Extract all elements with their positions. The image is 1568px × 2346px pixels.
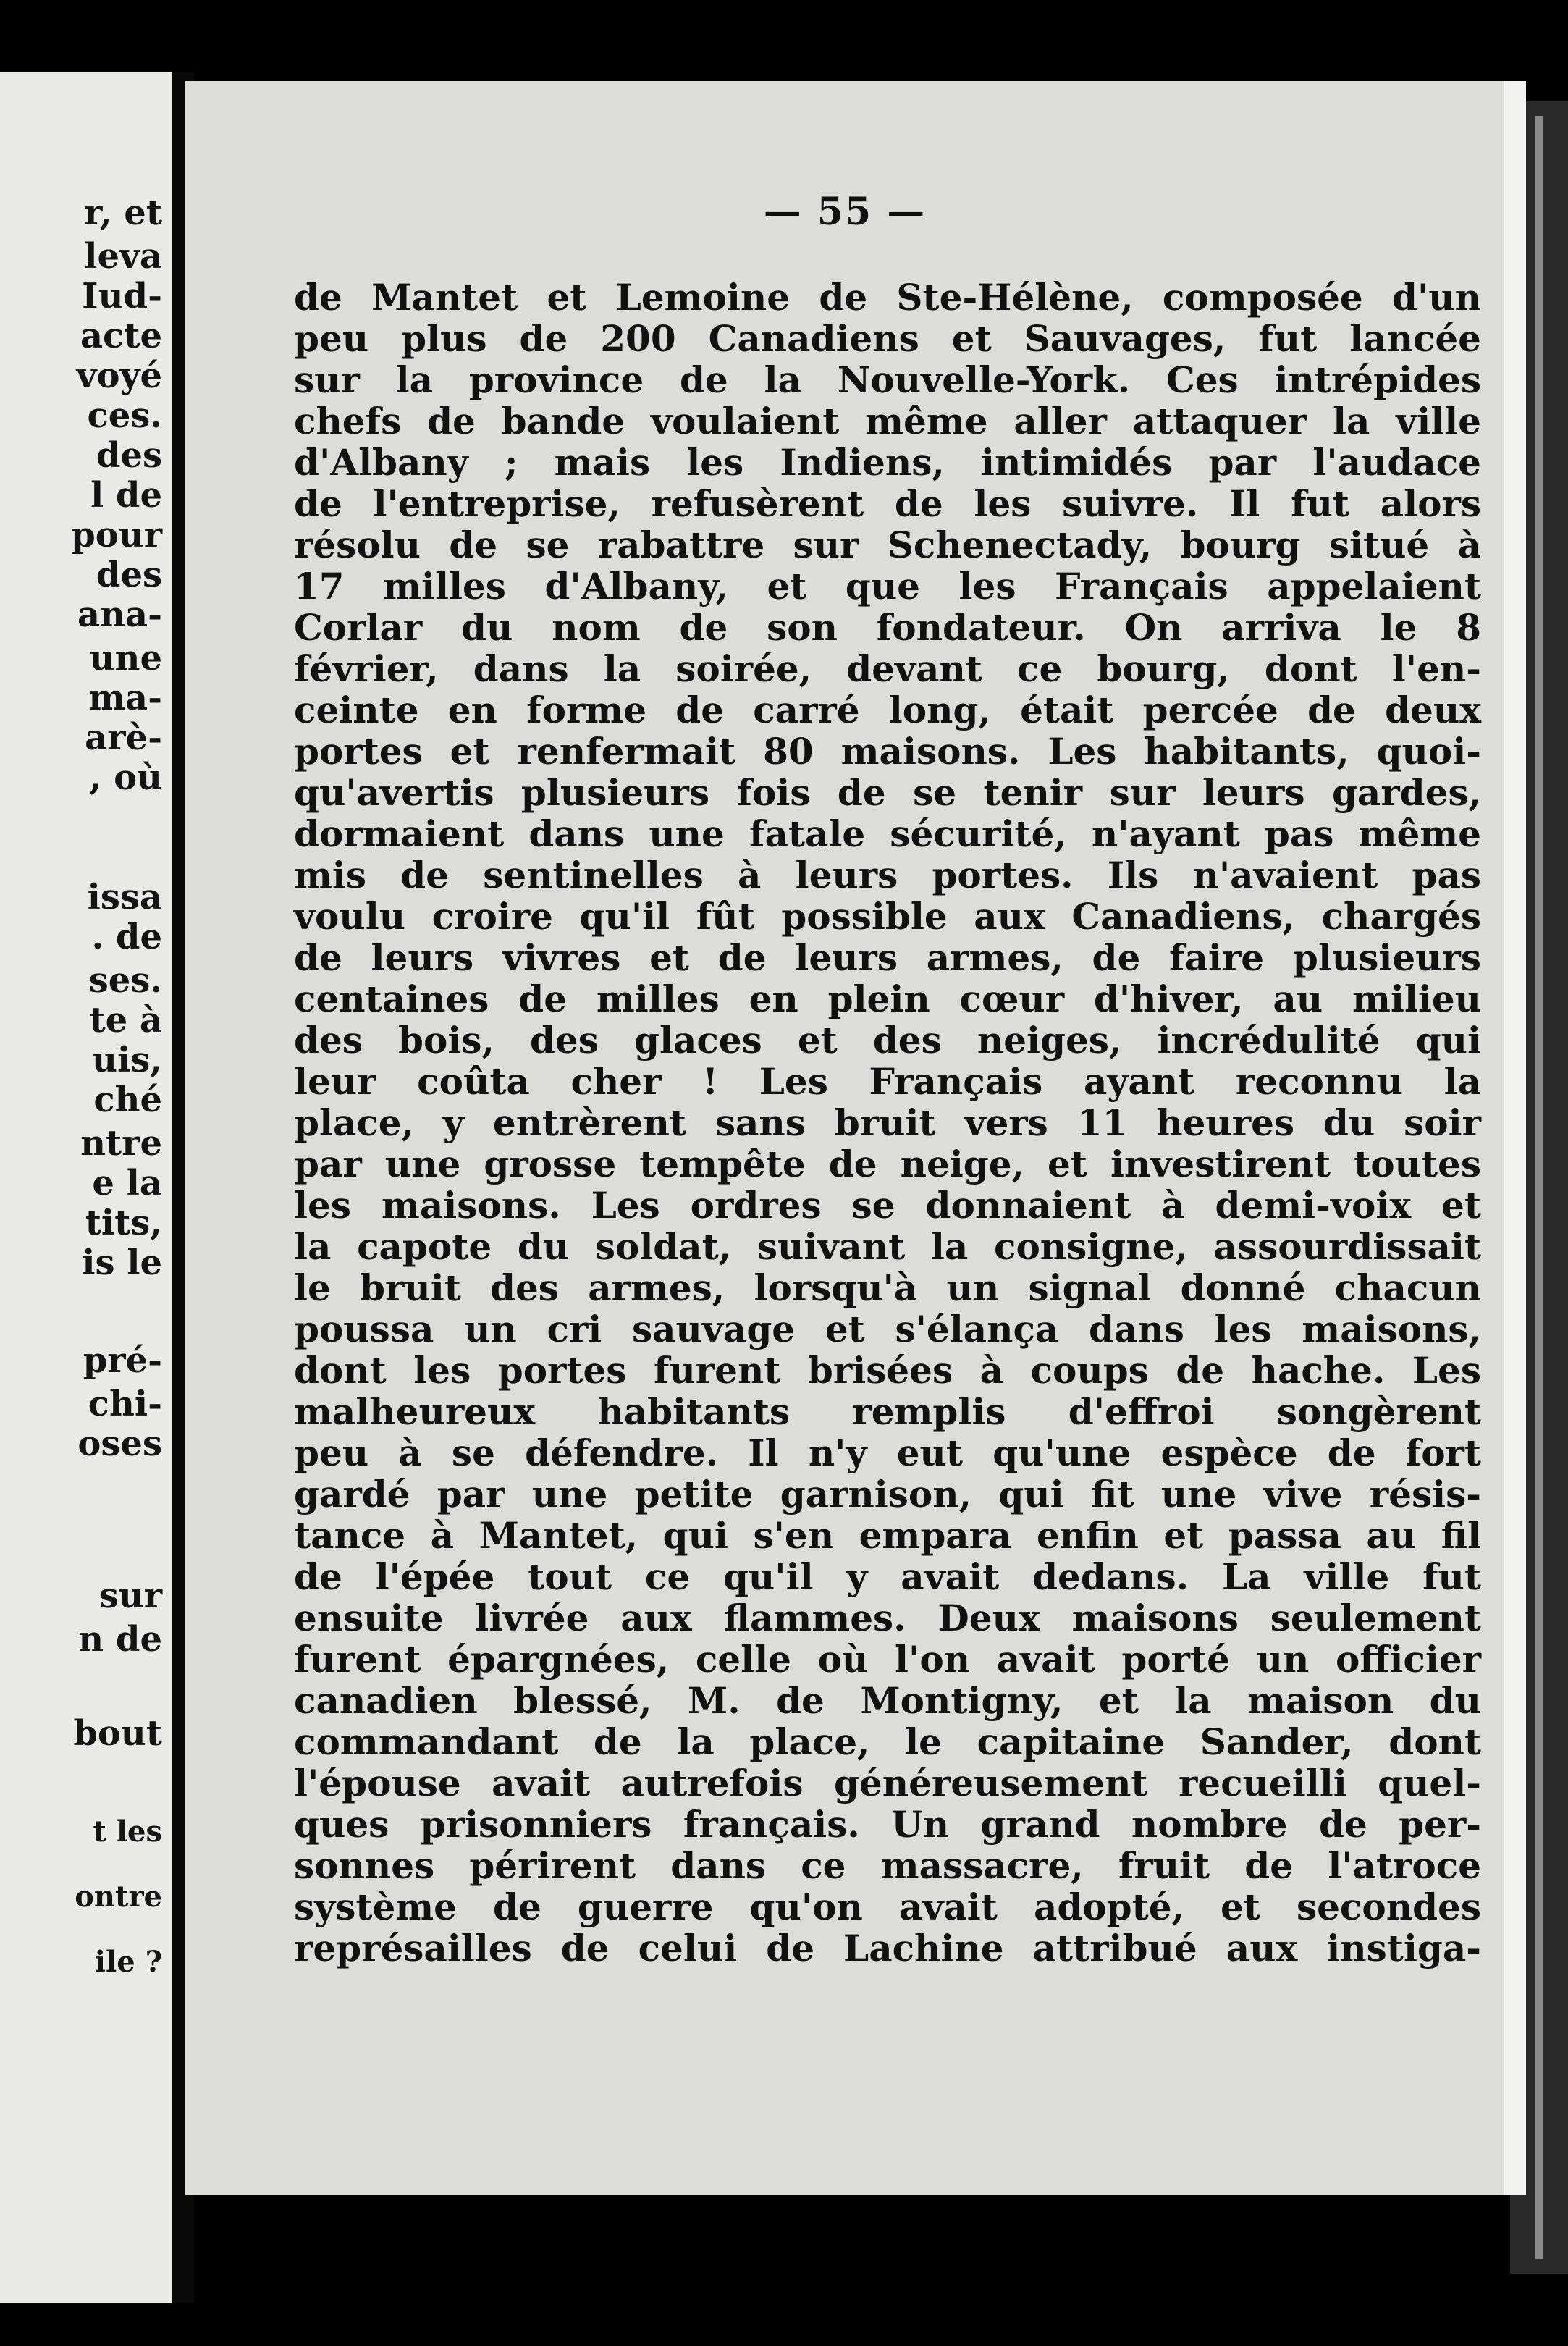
text-line: de l'épée tout ce qu'il y avait dedans. La ville fut	[294, 1555, 1481, 1598]
text-line: place, y entrèrent sans bruit vers 11 heures du soir	[294, 1101, 1481, 1144]
text-line: le bruit des armes, lorsqu'à un signal donné chacun	[294, 1266, 1481, 1309]
text-line: chefs de bande voulaient même aller attaquer la ville	[294, 400, 1481, 442]
body-text	[294, 277, 1481, 1969]
text-line: ques prisonniers français. Un grand nombre de per-	[294, 1803, 1481, 1846]
text-line: qu'avertis plusieurs fois de se tenir sur leurs gardes,	[294, 771, 1481, 814]
text-line: de Mantet et Lemoine de Ste-Hélène, composée d'un	[294, 276, 1481, 319]
text-line: 17 milles d'Albany, et que les Français appelaient	[294, 565, 1481, 607]
left-page-fragment: te à	[89, 1000, 162, 1040]
text-line: commandant de la place, le capitaine Sander, dont	[294, 1720, 1481, 1763]
text-line: l'épouse avait autrefois généreusement recueilli quel-	[294, 1762, 1481, 1804]
text-line: peu à se défendre. Il n'y eut qu'une espèce de fort	[294, 1431, 1481, 1474]
text-line: furent épargnées, celle où l'on avait porté un officier	[294, 1638, 1481, 1681]
left-page-fragment: bout	[73, 1713, 162, 1754]
left-page-fragment: n de	[78, 1619, 162, 1660]
left-page-fragment: ché	[93, 1080, 162, 1120]
left-page-fragment: des	[96, 555, 162, 595]
left-page-fragment: issa	[87, 877, 162, 917]
left-page-fragment: des	[96, 435, 162, 476]
left-page-fragment: t les	[93, 1815, 162, 1849]
left-page-fragment: tits,	[85, 1203, 162, 1243]
text-line: poussa un cri sauvage et s'élança dans les maisons,	[294, 1308, 1481, 1350]
page-number: — 55 —	[763, 190, 927, 234]
text-line: canadien blessé, M. de Montigny, et la maison du	[294, 1679, 1481, 1722]
left-page-fragment: ntre	[80, 1123, 162, 1164]
left-page-fragment: ana-	[77, 594, 162, 635]
text-line: dont les portes furent brisées à coups de hache. Les	[294, 1349, 1481, 1392]
left-page-fragment: pré-	[83, 1340, 162, 1381]
left-page-fragment: pour	[71, 515, 162, 555]
left-page-fragment: voyé	[76, 356, 162, 396]
text-line: de l'entreprise, refusèrent de les suivre. Il fut alors	[294, 482, 1481, 525]
left-page-fragment: ontre	[75, 1880, 162, 1914]
text-line: la capote du soldat, suivant la consigne, assourdissait	[294, 1225, 1481, 1268]
left-page-fragment: acte	[80, 316, 162, 356]
left-page-fragment: Iud-	[82, 276, 162, 316]
left-page-fragment: , où	[89, 757, 162, 798]
text-line: par une grosse tempête de neige, et investirent toutes	[294, 1143, 1481, 1185]
text-line: mis de sentinelles à leurs portes. Ils n'avaient pas	[294, 854, 1481, 896]
left-page-fragment: e la	[92, 1163, 162, 1203]
text-line: les maisons. Les ordres se donnaient à demi-voix et	[294, 1184, 1481, 1227]
text-line: malheureux habitants remplis d'effroi songèrent	[294, 1390, 1481, 1433]
text-line: d'Albany ; mais les Indiens, intimidés par l'audace	[294, 441, 1481, 484]
main-page	[185, 81, 1526, 2195]
text-line: ceinte en forme de carré long, était percée de deux	[294, 689, 1481, 731]
left-page-fragment: uis,	[92, 1040, 162, 1080]
text-line: peu plus de 200 Canadiens et Sauvages, fut lancée	[294, 317, 1481, 360]
text-line: système de guerre qu'on avait adopté, et secondes	[294, 1885, 1481, 1928]
text-line: de leurs vivres et de leurs armes, de faire plusieurs	[294, 936, 1481, 979]
text-line: centaines de milles en plein cœur d'hiver, au milieu	[294, 978, 1481, 1020]
text-line: portes et renfermait 80 maisons. Les habitants, quoi-	[294, 730, 1481, 773]
left-page-fragment: sur	[98, 1576, 162, 1616]
text-line: dormaient dans une fatale sécurité, n'ayant pas même	[294, 812, 1481, 855]
left-page-fragment: ces.	[87, 395, 162, 436]
binding-edge	[1535, 116, 1543, 2259]
left-page-fragment: arè-	[85, 718, 162, 758]
left-page-fragment: oses	[77, 1424, 162, 1464]
text-line: résolu de se rabattre sur Schenectady, bourg situé à	[294, 524, 1481, 566]
text-line: tance à Mantet, qui s'en empara enfin et passa au fil	[294, 1514, 1481, 1557]
text-line: sur la province de la Nouvelle-York. Ces intrépides	[294, 358, 1481, 401]
text-line: Corlar du nom de son fondateur. On arriva le 8	[294, 606, 1481, 649]
text-line: voulu croire qu'il fût possible aux Canadiens, chargés	[294, 895, 1481, 938]
text-line: gardé par une petite garnison, qui fit une vive résis-	[294, 1473, 1481, 1515]
text-line: des bois, des glaces et des neiges, incrédulité qui	[294, 1019, 1481, 1061]
text-line: ensuite livrée aux flammes. Deux maisons seulement	[294, 1597, 1481, 1639]
left-page-fragment: ma-	[88, 678, 162, 718]
left-page-fragment: . de	[91, 917, 162, 957]
text-line: représailles de celui de Lachine attribué aux instiga-	[294, 1927, 1481, 1969]
left-page-fragment: leva	[84, 236, 162, 277]
left-page-fragment: is le	[82, 1243, 162, 1283]
left-page	[0, 72, 172, 2303]
left-page-fragment: une	[89, 638, 162, 678]
left-page-fragment: r, et	[84, 193, 162, 233]
left-page-fragment: ile ?	[94, 1945, 162, 1979]
text-line: février, dans la soirée, devant ce bourg, dont l'en-	[294, 647, 1481, 690]
left-page-fragment: l de	[90, 475, 162, 516]
left-page-fragment: ses.	[88, 960, 162, 1001]
text-line: leur coûta cher ! Les Français ayant reconnu la	[294, 1060, 1481, 1103]
text-line: sonnes périrent dans ce massacre, fruit de l'atroce	[294, 1844, 1481, 1887]
left-page-fragment: chi-	[88, 1384, 162, 1424]
